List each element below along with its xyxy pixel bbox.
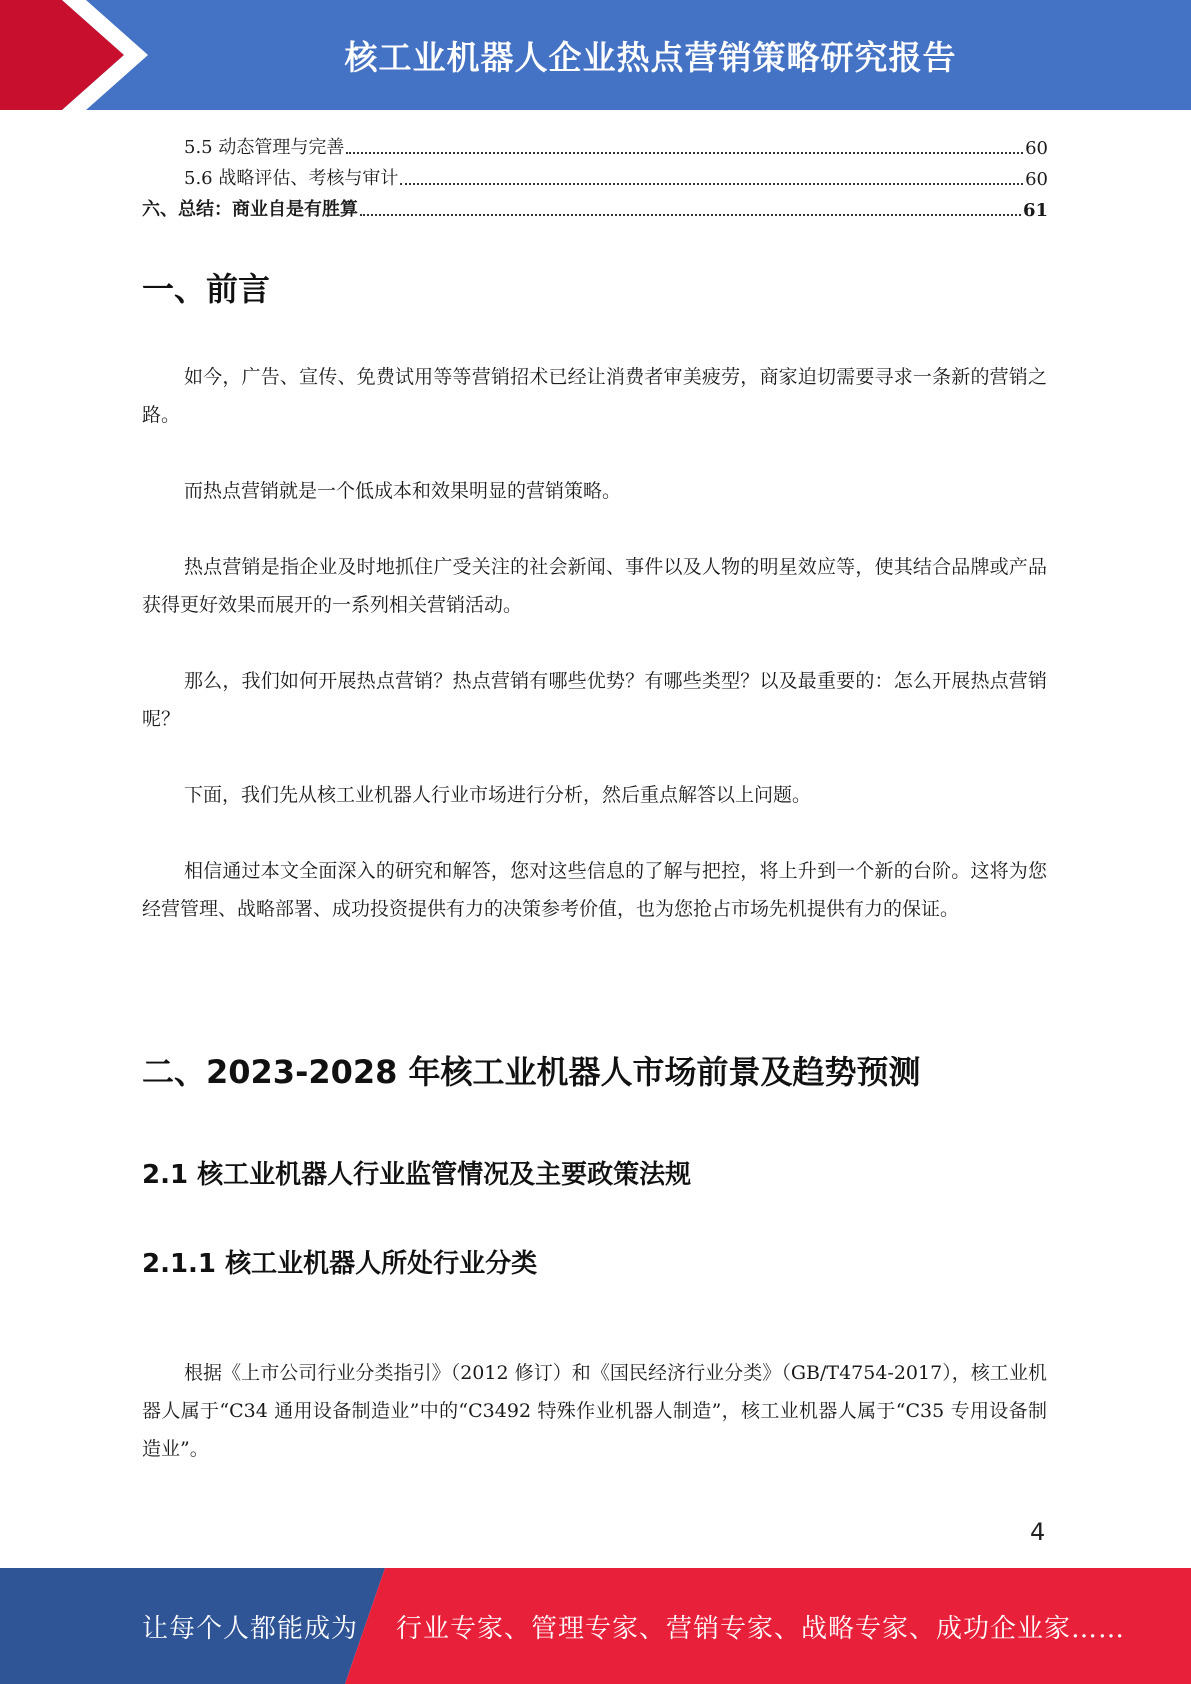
footer-slogan-right: 行业专家、管理专家、营销专家、战略专家、成功企业家……	[396, 1613, 1126, 1644]
section-heading-preface: 一、前言	[142, 270, 271, 308]
paragraph: 如今，广告、宣传、免费试用等等营销招术已经让消费者审美疲劳，商家迫切需要寻求一条新的营销之路。	[142, 366, 1047, 426]
toc-entry-page: 60	[1025, 169, 1048, 190]
section-heading-market-outlook: 二、2023-2028 年核工业机器人市场前景及趋势预测	[142, 1053, 921, 1091]
footer-banner	[0, 1568, 1191, 1684]
toc-entry-label: 5.5 动态管理与完善	[184, 137, 345, 158]
page-number: 4	[1030, 1518, 1046, 1546]
toc-entry[interactable]	[142, 159, 1048, 190]
toc-entry[interactable]	[142, 128, 1048, 159]
footer-slogan-left: 让每个人都能成为	[142, 1613, 359, 1644]
paragraph: 下面，我们先从核工业机器人行业市场进行分析，然后重点解答以上问题。	[184, 784, 812, 806]
toc-entry-page: 60	[1025, 138, 1048, 159]
report-title: 核工业机器人企业热点营销策略研究报告	[344, 37, 957, 77]
paragraph: 热点营销是指企业及时地抓住广受关注的社会新闻、事件以及人物的明星效应等，使其结合品牌或产品获得更好效果而展开的一系列相关营销活动。	[142, 556, 1047, 616]
header-banner	[0, 0, 1191, 110]
toc-leader	[360, 214, 1021, 216]
paragraph: 相信通过本文全面深入的研究和解答，您对这些信息的了解与把控，将上升到一个新的台阶。这将为您经营管理、战略部署、成功投资提供有力的决策参考价值，也为您抢占市场先机提供有力的保证。	[142, 860, 1047, 920]
toc-entry-label: 六、总结：商业自是有胜算	[142, 199, 358, 220]
toc-entry-page: 61	[1022, 200, 1048, 221]
toc-leader	[400, 183, 1023, 185]
subsection-heading: 2.1.1 核工业机器人所处行业分类	[142, 1249, 538, 1279]
subsection-heading: 2.1 核工业机器人行业监管情况及主要政策法规	[142, 1160, 692, 1190]
toc-entry-label: 5.6 战略评估、考核与审计	[184, 168, 399, 189]
toc-leader	[346, 152, 1023, 154]
paragraph: 根据《上市公司行业分类指引》（2012 修订）和《国民经济行业分类》（GB/T4754-2017），核工业机器人属于“C34 通用设备制造业”中的“C3492 特殊作业机器人制造”，核工业机器人属于“C35 专用设备制造业”。	[142, 1362, 1047, 1460]
paragraph: 而热点营销就是一个低成本和效果明显的营销策略。	[184, 480, 622, 502]
toc-entry[interactable]	[142, 190, 1048, 221]
table-of-contents	[142, 128, 1048, 221]
paragraph: 那么，我们如何开展热点营销？热点营销有哪些优势？有哪些类型？以及最重要的：怎么开展热点营销呢？	[142, 670, 1047, 730]
